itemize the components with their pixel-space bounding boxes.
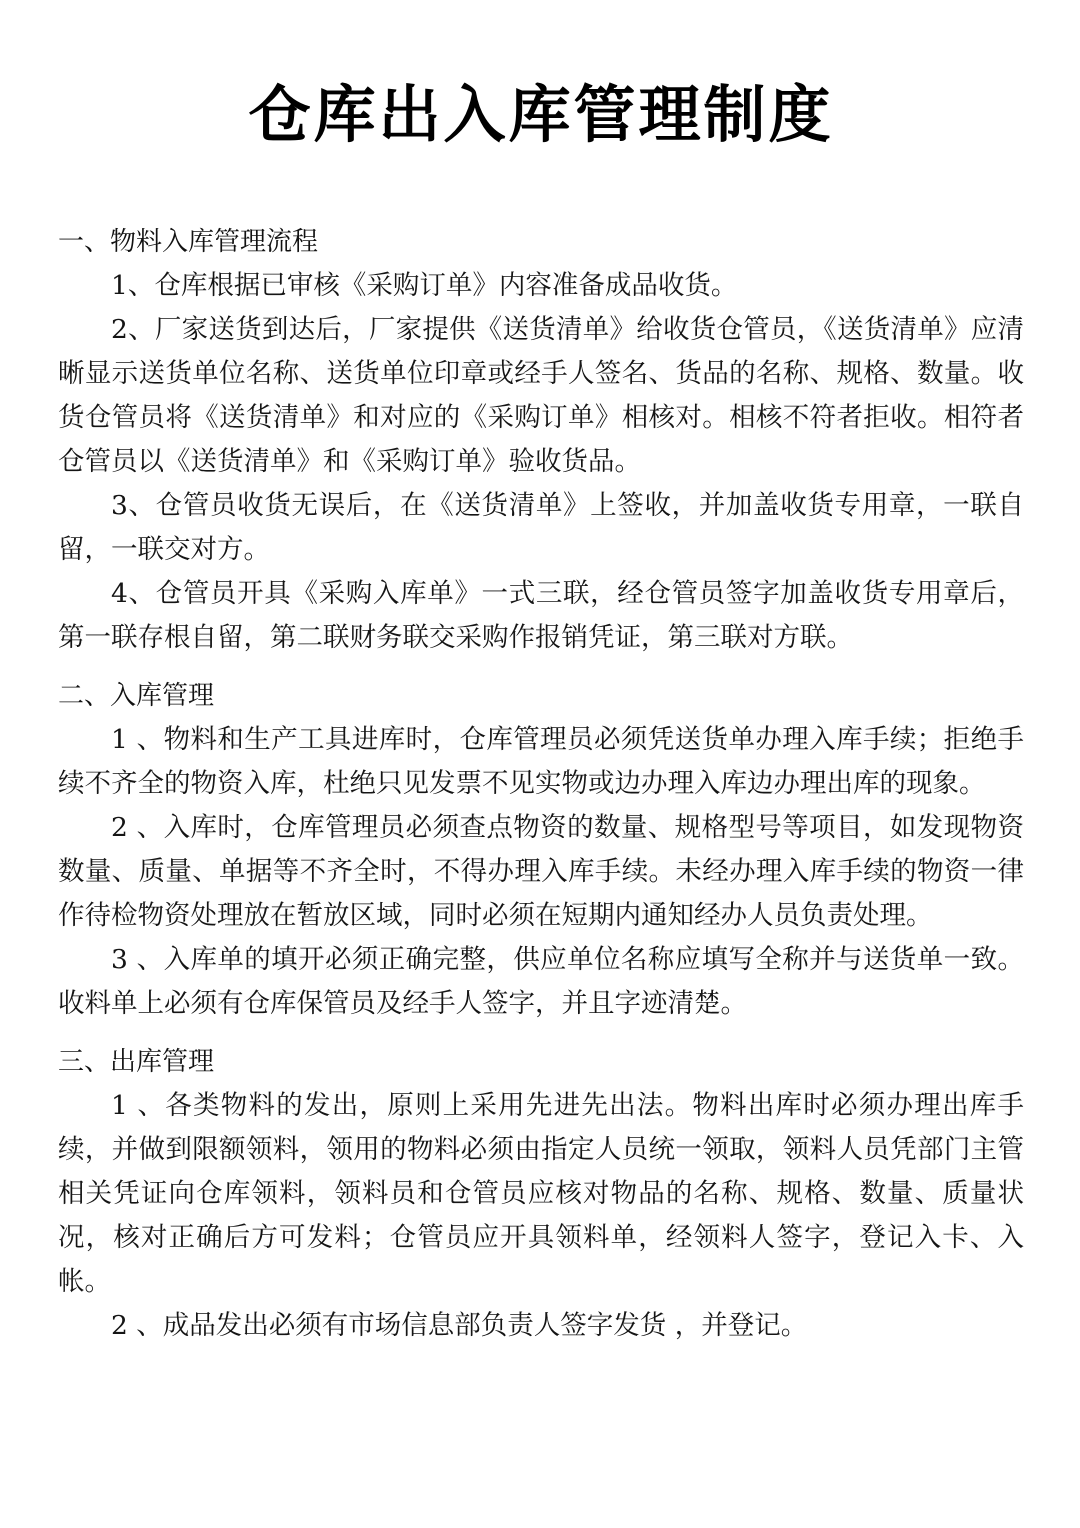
section-heading: 三、出库管理	[58, 1047, 215, 1077]
paragraph: 1 、物料和生产工具进库时，仓库管理员必须凭送货单办理入库手续；拒绝手续不齐全的物资入库，杜绝只见发票不见实物或边办理入库边办理出库的现象。	[58, 724, 1024, 799]
paragraph: 2 、成品发出必须有市场信息部负责人签字发货 ，并登记。	[111, 1310, 808, 1341]
paragraph: 3、仓管员收货无误后，在《送货清单》上签收，并加盖收货专用章，一联自留，一联交对方。	[58, 490, 1024, 565]
section-heading: 一、物料入库管理流程	[58, 227, 319, 257]
paragraph: 2、厂家送货到达后，厂家提供《送货清单》给收货仓管员，《送货清单》应清晰显示送货单位名称、送货单位印章或经手人签名、货品的名称、规格、数量。收货仓管员将《送货清单》和对应的《采购订单》相核对。相核不符者拒收。相符者仓管员以《送货清单》和《采购订单》验收货品。	[58, 314, 1024, 477]
section-inbound-management	[58, 674, 1024, 1026]
paragraph: 1 、各类物料的发出，原则上采用先进先出法。物料出库时必须办理出库手续，并做到限额领料，领用的物料必须由指定人员统一领取，领料人员凭部门主管相关凭证向仓库领料，领料员和仓管员应核对物品的名称、规格、数量、质量状况，核对正确后方可发料；仓管员应开具领料单，经领料人签字，登记入卡、入帐。	[58, 1090, 1024, 1297]
paragraph: 2 、入库时，仓库管理员必须查点物资的数量、规格型号等项目，如发现物资数量、质量、单据等不齐全时，不得办理入库手续。未经办理入库手续的物资一律作待检物资处理放在暂放区域，同时必须在短期内通知经办人员负责处理。	[58, 812, 1024, 931]
paragraph: 1、仓库根据已审核《采购订单》内容准备成品收货。	[111, 270, 738, 301]
document-body	[58, 220, 1024, 1348]
section-inbound-process	[58, 220, 1024, 660]
paragraph: 4、仓管员开具《采购入库单》一式三联，经仓管员签字加盖收货专用章后，第一联存根自留，第二联财务联交采购作报销凭证，第三联对方联。	[58, 578, 1024, 653]
section-outbound-management	[58, 1040, 1024, 1348]
section-heading: 二、入库管理	[58, 681, 215, 711]
document-title: 仓库出入库管理制度	[248, 78, 834, 151]
paragraph: 3 、入库单的填开必须正确完整，供应单位名称应填写全称并与送货单一致。收料单上必须有仓库保管员及经手人签字，并且字迹清楚。	[58, 944, 1024, 1019]
